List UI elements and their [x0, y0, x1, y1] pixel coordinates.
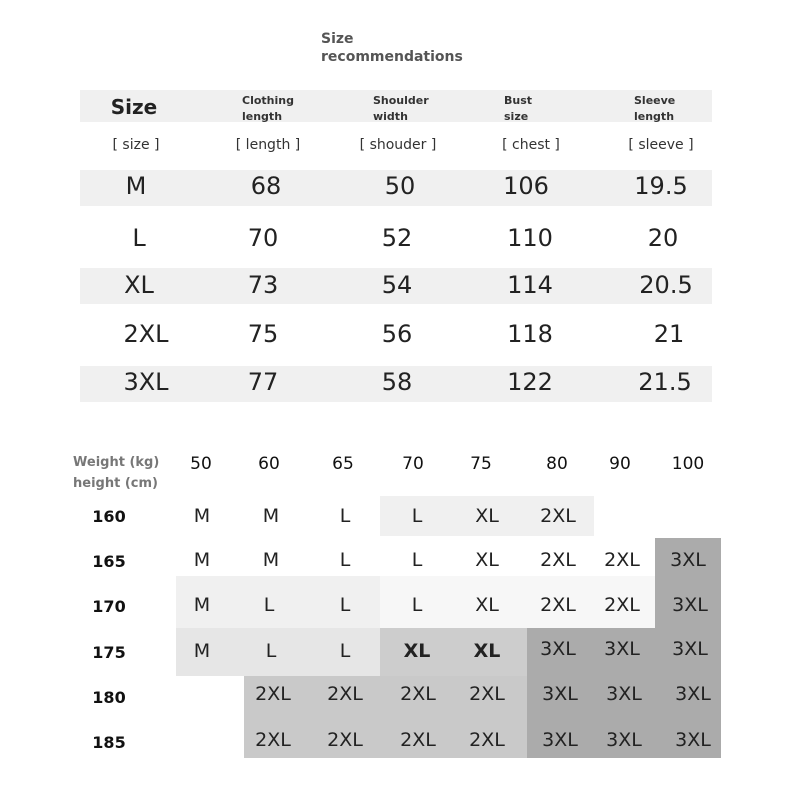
- height-row: 170: [92, 597, 126, 616]
- header-size: Size: [110, 95, 158, 119]
- size-cell: XL: [124, 271, 154, 299]
- shoulder-cell: 56: [381, 320, 413, 348]
- subheader-chest: [ chest ]: [502, 137, 560, 153]
- size-recommendation: 3XL: [606, 729, 642, 751]
- size-recommendation: L: [411, 594, 423, 616]
- size-recommendation: 2XL: [400, 683, 436, 705]
- size-cell: 3XL: [123, 368, 169, 396]
- sleeve-cell: 21.5: [638, 368, 692, 396]
- weight-column: 90: [609, 454, 631, 474]
- shoulder-cell: 54: [381, 271, 413, 299]
- shoulder-cell: 58: [381, 368, 413, 396]
- header-sleeve-length: Sleeve length: [634, 94, 676, 123]
- size-recommendation: 2XL: [540, 594, 576, 616]
- size-recommendation: 3XL: [604, 638, 640, 660]
- header-bust-size: Bust size: [504, 94, 533, 123]
- size-recommendation: 2XL: [400, 729, 436, 751]
- size-recommendation: XL: [473, 640, 501, 662]
- weight-column: 65: [332, 454, 354, 474]
- chest-cell: 118: [507, 320, 553, 348]
- page-title: [321, 30, 463, 66]
- chest-cell: 122: [507, 368, 553, 396]
- size-recommendation: 3XL: [542, 729, 578, 751]
- header-clothing-length: Clothing length: [242, 94, 294, 123]
- size-recommendation: M: [193, 640, 211, 662]
- length-cell: 77: [247, 368, 279, 396]
- sleeve-cell: 21: [653, 320, 685, 348]
- chest-cell: 106: [503, 172, 549, 200]
- size-recommendation: L: [265, 640, 277, 662]
- height-row: 180: [92, 688, 126, 707]
- title-line-2: recommendations: [321, 49, 463, 65]
- size-recommendation: 3XL: [606, 683, 642, 705]
- weight-column: 70: [402, 454, 424, 474]
- subheader-length: [ length ]: [235, 137, 301, 153]
- weight-column: 60: [258, 454, 280, 474]
- size-recommendation: 2XL: [604, 594, 640, 616]
- size-recommendation: 2XL: [327, 683, 363, 705]
- height-row: 165: [92, 552, 126, 571]
- sleeve-cell: 20: [647, 224, 679, 252]
- shoulder-cell: 50: [384, 172, 416, 200]
- size-recommendation: 3XL: [675, 729, 711, 751]
- size-recommendation: 2XL: [540, 549, 576, 571]
- size-recommendation: M: [193, 505, 211, 527]
- axis-label-weight: Weight (kg): [73, 455, 160, 470]
- subheader-shoulder: [ shouder ]: [359, 137, 437, 153]
- weight-column: 80: [546, 454, 568, 474]
- size-recommendation: L: [411, 505, 423, 527]
- size-recommendation: M: [193, 594, 211, 616]
- length-cell: 70: [247, 224, 279, 252]
- size-recommendation: 3XL: [672, 594, 708, 616]
- size-recommendation: 3XL: [542, 683, 578, 705]
- title-line-1: Size: [321, 31, 354, 47]
- size-recommendation: 2XL: [327, 729, 363, 751]
- chest-cell: 114: [507, 271, 553, 299]
- size-cell: L: [132, 224, 146, 252]
- length-cell: 73: [247, 271, 279, 299]
- height-row: 175: [92, 643, 126, 662]
- size-recommendation: 2XL: [255, 683, 291, 705]
- size-recommendation: L: [411, 549, 423, 571]
- height-row: 160: [92, 507, 126, 526]
- size-recommendation: L: [339, 594, 351, 616]
- size-recommendation: 2XL: [604, 549, 640, 571]
- chest-cell: 110: [507, 224, 553, 252]
- size-recommendation: XL: [475, 549, 499, 571]
- sleeve-cell: 19.5: [634, 172, 688, 200]
- subheader-size: [ size ]: [112, 137, 160, 153]
- size-recommendation: XL: [475, 594, 499, 616]
- length-cell: 75: [247, 320, 279, 348]
- height-row: 185: [92, 733, 126, 752]
- length-cell: 68: [250, 172, 282, 200]
- weight-column: 75: [470, 454, 492, 474]
- axis-label-height: height (cm): [73, 476, 158, 491]
- size-recommendation: XL: [403, 640, 431, 662]
- size-recommendation: 3XL: [672, 638, 708, 660]
- weight-column: 100: [671, 454, 705, 474]
- size-recommendation: 2XL: [469, 683, 505, 705]
- size-recommendation: L: [339, 640, 351, 662]
- size-recommendation: XL: [475, 505, 499, 527]
- size-recommendation: M: [193, 549, 211, 571]
- size-cell: 2XL: [123, 320, 169, 348]
- size-recommendation: L: [339, 549, 351, 571]
- size-recommendation: 2XL: [255, 729, 291, 751]
- header-shoulder-width: Shoulder width: [373, 94, 429, 123]
- shoulder-cell: 52: [381, 224, 413, 252]
- size-recommendation: L: [263, 594, 275, 616]
- size-recommendation: M: [262, 505, 280, 527]
- sleeve-cell: 20.5: [639, 271, 693, 299]
- size-recommendation: 3XL: [540, 638, 576, 660]
- size-recommendation: M: [262, 549, 280, 571]
- size-recommendation: 2XL: [540, 505, 576, 527]
- size-recommendation: 2XL: [469, 729, 505, 751]
- size-recommendation: L: [339, 505, 351, 527]
- subheader-sleeve: [ sleeve ]: [628, 137, 694, 153]
- size-recommendation: 3XL: [670, 549, 706, 571]
- size-cell: M: [125, 172, 147, 200]
- weight-column: 50: [190, 454, 212, 474]
- size-recommendation: 3XL: [675, 683, 711, 705]
